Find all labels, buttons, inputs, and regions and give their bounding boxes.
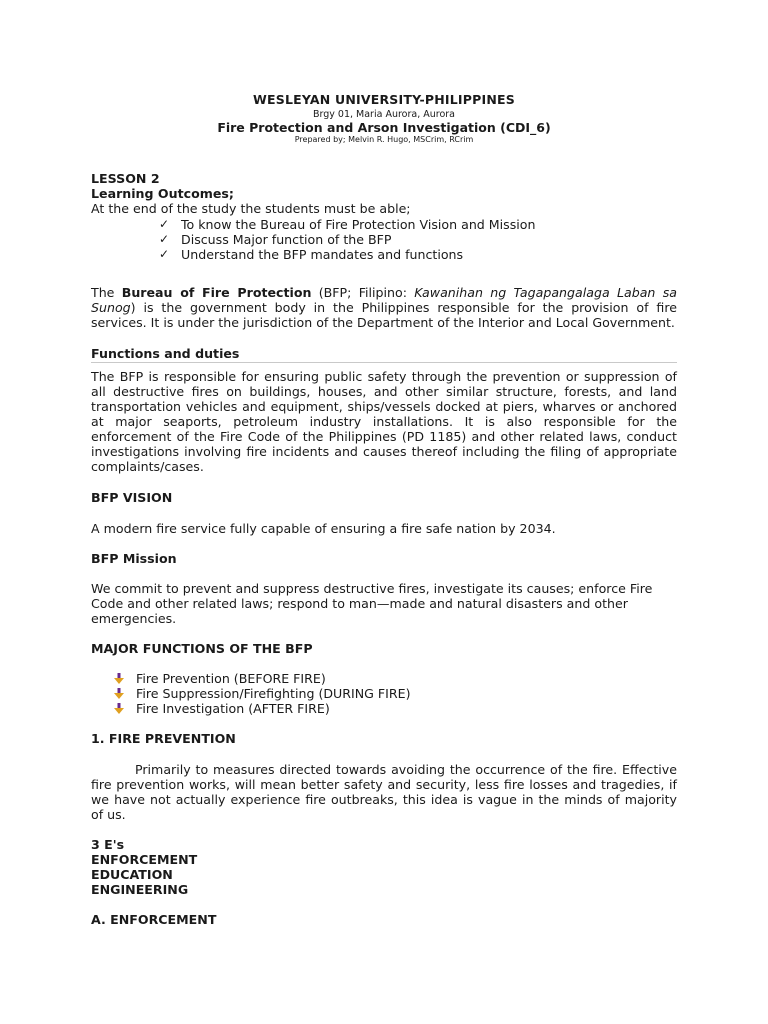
checkmark-icon: ✓: [159, 217, 170, 231]
outcome-item: ✓ Discuss Major function of the BFP: [159, 232, 392, 247]
filipino-name: Kawanihan ng Tagapangalaga Laban sa Sunog: [91, 285, 677, 315]
fire-prevention-heading: 1. FIRE PREVENTION: [91, 731, 236, 746]
major-function-item: Fire Prevention (BEFORE FIRE): [91, 671, 677, 686]
enforcement-heading: A. ENFORCEMENT: [91, 912, 217, 927]
checkmark-icon: ✓: [159, 247, 170, 261]
outcomes-list: [91, 217, 677, 262]
vision-body: A modern fire service fully capable of ensuring a fire safe nation by 2034.: [91, 521, 556, 536]
functions-heading: Functions and duties: [91, 346, 240, 361]
outcomes-heading: Learning Outcomes;: [91, 186, 234, 201]
bureau-name: Bureau of Fire Protection: [121, 285, 312, 300]
down-arrow-bullet-icon: [113, 703, 125, 715]
three-es-item: ENFORCEMENT: [91, 852, 198, 867]
down-arrow-bullet-icon: [113, 688, 125, 700]
mission-body: We commit to prevent and suppress destructive fires, investigate its causes; enforce Fire Code and other related laws; respond to man—made and natural disasters and other emergencies.: [91, 581, 653, 626]
major-functions-heading: MAJOR FUNCTIONS OF THE BFP: [91, 641, 313, 656]
fire-prevention-body: Primarily to measures directed towards avoiding the occurrence of the fire. Effective fire prevention works, will mean better safety and security, less fire losses and tragedies, if we have not actually experience fire outbreaks, this idea is vague in the minds of majority of us.: [91, 762, 677, 822]
down-arrow-bullet-icon: [113, 673, 125, 685]
outcome-item: ✓ To know the Bureau of Fire Protection Vision and Mission: [159, 217, 536, 232]
major-function-item: Fire Suppression/Firefighting (DURING FIRE): [91, 686, 677, 701]
intro-paragraph: The Bureau of Fire Protection (BFP; Filipino: Kawanihan ng Tagapangalaga Laban sa Sunog) is the government body in the Philippines responsible for the provision of fire services. It is under the jurisdiction of the Department of the Interior and Local Government.: [91, 285, 677, 330]
mission-heading: BFP Mission: [91, 551, 177, 566]
prepared-by: Prepared by; Melvin R. Hugo, MSCrim, RCrim: [294, 135, 474, 144]
university-title: WESLEYAN UNIVERSITY-PHILIPPINES: [253, 92, 515, 107]
major-functions-list: [91, 671, 677, 716]
university-address: Brgy 01, Maria Aurora, Aurora: [312, 109, 455, 120]
lesson-number: LESSON 2: [91, 171, 160, 186]
section-divider: [91, 362, 677, 363]
three-es-heading: 3 E's: [91, 837, 125, 852]
three-es-item: ENGINEERING: [91, 882, 189, 897]
three-es-item: EDUCATION: [91, 867, 173, 882]
functions-body: The BFP is responsible for ensuring public safety through the prevention or suppression of all destructive fires on buildings, houses, and other similar structure, forests, and land transportation vehicles and equipment, ships/vessels docked at piers, wharves or anchored at major seaports, petroleum industry installations. It is also responsible for the enforcement of the Fire Code of the Philippines (PD 1185) and other related laws, conduct investigations involving fire incidents and causes thereof including the filing of appropriate complaints/cases.: [91, 369, 677, 474]
checkmark-icon: ✓: [159, 232, 170, 246]
vision-heading: BFP VISION: [91, 490, 173, 505]
outcomes-intro: At the end of the study the students must be able;: [91, 201, 411, 216]
outcome-item: ✓ Understand the BFP mandates and functions: [159, 247, 464, 262]
course-title: Fire Protection and Arson Investigation (CDI_6): [217, 120, 551, 135]
major-function-item: Fire Investigation (AFTER FIRE): [91, 701, 677, 716]
